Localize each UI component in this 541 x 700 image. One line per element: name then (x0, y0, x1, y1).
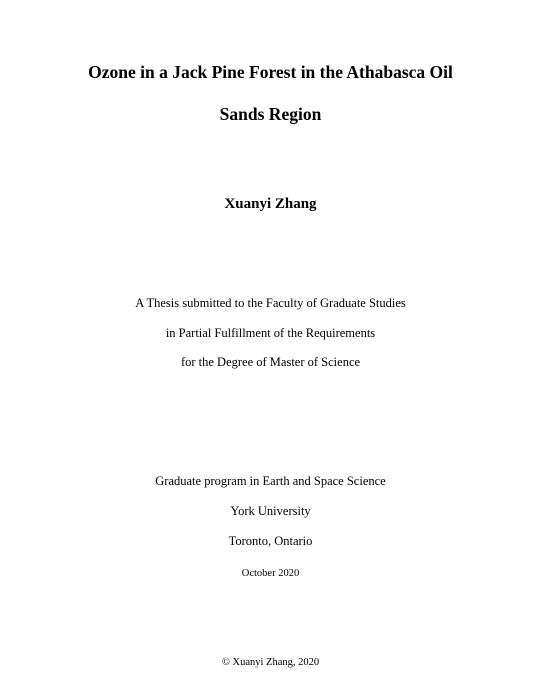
submission-statement-line-2: in Partial Fulfillment of the Requirements (165, 326, 376, 340)
university-name: York University (230, 504, 311, 518)
university-location: Toronto, Ontario (228, 534, 313, 548)
copyright-notice: © Xuanyi Zhang, 2020 (221, 657, 320, 668)
graduate-program: Graduate program in Earth and Space Science (155, 474, 386, 488)
author-name: Xuanyi Zhang (224, 196, 317, 212)
submission-statement-line-1: A Thesis submitted to the Faculty of Graduate Studies (135, 296, 406, 310)
thesis-title-line-2: Sands Region (219, 104, 322, 124)
thesis-title-line-1: Ozone in a Jack Pine Forest in the Athabasca Oil (88, 62, 453, 82)
submission-date: October 2020 (241, 568, 300, 579)
submission-statement-line-3: for the Degree of Master of Science (180, 355, 361, 369)
